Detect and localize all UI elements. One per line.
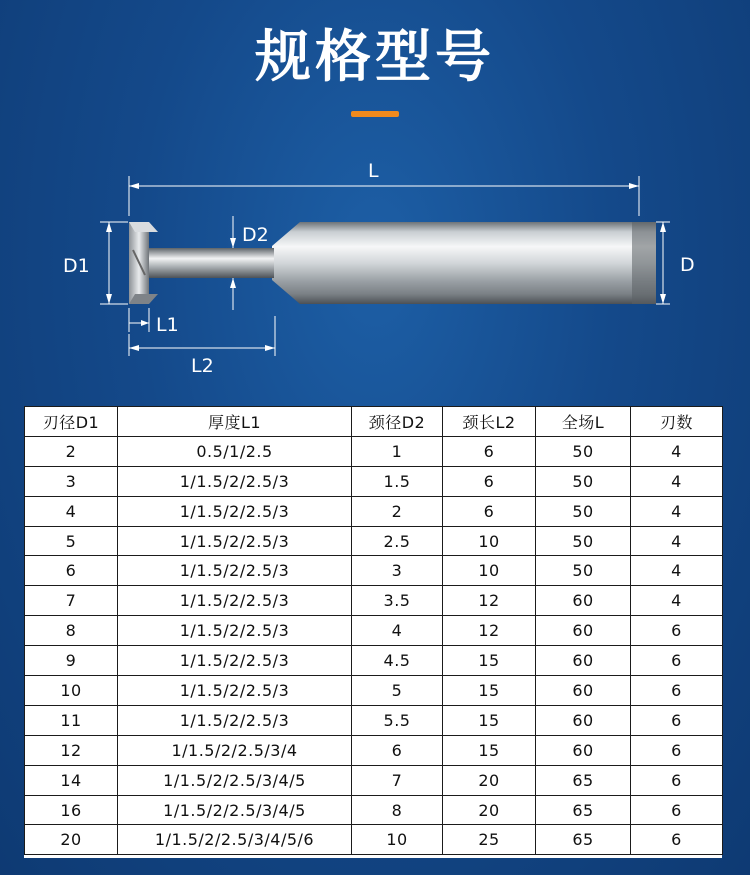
table-cell-flute-count: 6 bbox=[631, 735, 723, 765]
table-cell-neck-length: 15 bbox=[443, 735, 536, 765]
table-cell-neck-diameter: 3.5 bbox=[352, 586, 443, 616]
table-cell-overall-length: 65 bbox=[536, 795, 631, 825]
table-cell-thickness: 1/1.5/2/2.5/3/4 bbox=[118, 735, 352, 765]
table-cell-blade-diameter: 7 bbox=[25, 586, 118, 616]
table-cell-overall-length: 60 bbox=[536, 735, 631, 765]
table-cell-flute-count: 4 bbox=[631, 496, 723, 526]
table-cell-overall-length: 50 bbox=[536, 466, 631, 496]
table-cell-blade-diameter: 5 bbox=[25, 526, 118, 556]
table-cell-thickness: 1/1.5/2/2.5/3/4/5 bbox=[118, 795, 352, 825]
table-cell-thickness: 1/1.5/2/2.5/3 bbox=[118, 466, 352, 496]
table-cell-neck-diameter: 1 bbox=[352, 436, 443, 466]
table-cell-flute-count: 4 bbox=[631, 526, 723, 556]
table-cell-thickness: 1/1.5/2/2.5/3 bbox=[118, 586, 352, 616]
table-cell-blade-diameter: 8 bbox=[25, 616, 118, 646]
table-cell-flute-count: 6 bbox=[631, 705, 723, 735]
table-body bbox=[25, 436, 723, 854]
dimension-L2 bbox=[129, 316, 275, 356]
table-row bbox=[25, 676, 723, 706]
spec-table-container bbox=[24, 406, 722, 858]
table-cell-neck-diameter: 6 bbox=[352, 735, 443, 765]
table-cell-thickness: 0.5/1/2.5 bbox=[118, 436, 352, 466]
table-cell-overall-length: 60 bbox=[536, 705, 631, 735]
table-cell-blade-diameter: 2 bbox=[25, 436, 118, 466]
table-cell-flute-count: 4 bbox=[631, 466, 723, 496]
table-cell-neck-length: 15 bbox=[443, 705, 536, 735]
table-cell-neck-length: 15 bbox=[443, 646, 536, 676]
table-cell-overall-length: 50 bbox=[536, 436, 631, 466]
tool-dimension-diagram bbox=[0, 150, 750, 385]
table-cell-overall-length: 65 bbox=[536, 825, 631, 855]
table-cell-thickness: 1/1.5/2/2.5/3/4/5 bbox=[118, 765, 352, 795]
table-row bbox=[25, 466, 723, 496]
table-cell-neck-length: 10 bbox=[443, 526, 536, 556]
table-cell-neck-length: 6 bbox=[443, 466, 536, 496]
column-header-neck-diameter: 颈径D2 bbox=[352, 407, 443, 437]
table-cell-neck-length: 6 bbox=[443, 496, 536, 526]
table-row bbox=[25, 705, 723, 735]
tool-neck bbox=[148, 248, 274, 278]
table-cell-thickness: 1/1.5/2/2.5/3 bbox=[118, 705, 352, 735]
table-cell-thickness: 1/1.5/2/2.5/3 bbox=[118, 496, 352, 526]
table-cell-neck-diameter: 2.5 bbox=[352, 526, 443, 556]
table-header-row bbox=[25, 407, 723, 437]
table-cell-neck-length: 12 bbox=[443, 586, 536, 616]
table-cell-neck-diameter: 3 bbox=[352, 556, 443, 586]
label-D2: D2 bbox=[242, 224, 269, 246]
page-title: 规格型号 bbox=[255, 25, 495, 90]
table-cell-flute-count: 6 bbox=[631, 765, 723, 795]
table-cell-blade-diameter: 11 bbox=[25, 705, 118, 735]
table-cell-flute-count: 4 bbox=[631, 556, 723, 586]
table-row bbox=[25, 586, 723, 616]
table-cell-thickness: 1/1.5/2/2.5/3/4/5/6 bbox=[118, 825, 352, 855]
table-row bbox=[25, 496, 723, 526]
table-cell-neck-length: 20 bbox=[443, 765, 536, 795]
table-cell-blade-diameter: 14 bbox=[25, 765, 118, 795]
table-row bbox=[25, 825, 723, 855]
dimension-D bbox=[656, 222, 670, 304]
column-header-flute-count: 刃数 bbox=[631, 407, 723, 437]
table-row bbox=[25, 735, 723, 765]
table-cell-blade-diameter: 16 bbox=[25, 795, 118, 825]
column-header-overall-length: 全场L bbox=[536, 407, 631, 437]
column-header-thickness: 厚度L1 bbox=[118, 407, 352, 437]
title-underline bbox=[351, 111, 399, 117]
table-cell-overall-length: 65 bbox=[536, 765, 631, 795]
table-cell-overall-length: 50 bbox=[536, 556, 631, 586]
table-cell-blade-diameter: 6 bbox=[25, 556, 118, 586]
label-D: D bbox=[680, 254, 695, 276]
dimension-L1 bbox=[129, 308, 149, 332]
table-cell-neck-length: 25 bbox=[443, 825, 536, 855]
table-cell-neck-diameter: 2 bbox=[352, 496, 443, 526]
table-cell-neck-diameter: 10 bbox=[352, 825, 443, 855]
table-cell-neck-diameter: 1.5 bbox=[352, 466, 443, 496]
table-cell-blade-diameter: 3 bbox=[25, 466, 118, 496]
table-cell-flute-count: 6 bbox=[631, 825, 723, 855]
table-cell-neck-diameter: 5.5 bbox=[352, 705, 443, 735]
table-cell-overall-length: 60 bbox=[536, 616, 631, 646]
table-cell-neck-length: 10 bbox=[443, 556, 536, 586]
table-cell-flute-count: 6 bbox=[631, 616, 723, 646]
table-cell-blade-diameter: 9 bbox=[25, 646, 118, 676]
table-row bbox=[25, 616, 723, 646]
table-cell-neck-length: 15 bbox=[443, 676, 536, 706]
table-cell-overall-length: 50 bbox=[536, 496, 631, 526]
label-L: L bbox=[368, 160, 379, 182]
table-cell-flute-count: 4 bbox=[631, 586, 723, 616]
label-L2: L2 bbox=[191, 355, 214, 377]
table-cell-thickness: 1/1.5/2/2.5/3 bbox=[118, 676, 352, 706]
tool-shank bbox=[272, 222, 656, 304]
table-row bbox=[25, 526, 723, 556]
dimension-D1 bbox=[100, 222, 128, 304]
table-cell-neck-diameter: 4.5 bbox=[352, 646, 443, 676]
table-cell-thickness: 1/1.5/2/2.5/3 bbox=[118, 616, 352, 646]
table-row bbox=[25, 646, 723, 676]
table-cell-overall-length: 60 bbox=[536, 586, 631, 616]
table-cell-neck-diameter: 7 bbox=[352, 765, 443, 795]
table-cell-overall-length: 50 bbox=[536, 526, 631, 556]
table-cell-flute-count: 6 bbox=[631, 795, 723, 825]
table-cell-blade-diameter: 12 bbox=[25, 735, 118, 765]
table-cell-overall-length: 60 bbox=[536, 646, 631, 676]
table-row bbox=[25, 436, 723, 466]
table-cell-thickness: 1/1.5/2/2.5/3 bbox=[118, 556, 352, 586]
table-cell-overall-length: 60 bbox=[536, 676, 631, 706]
label-D1: D1 bbox=[63, 255, 90, 277]
dimension-L bbox=[129, 176, 639, 216]
table-cell-blade-diameter: 4 bbox=[25, 496, 118, 526]
table-cell-neck-diameter: 8 bbox=[352, 795, 443, 825]
table-cell-neck-diameter: 4 bbox=[352, 616, 443, 646]
table-cell-flute-count: 6 bbox=[631, 646, 723, 676]
table-cell-neck-length: 12 bbox=[443, 616, 536, 646]
table-cell-blade-diameter: 10 bbox=[25, 676, 118, 706]
spec-table bbox=[24, 406, 723, 855]
table-cell-neck-length: 6 bbox=[443, 436, 536, 466]
table-cell-neck-diameter: 5 bbox=[352, 676, 443, 706]
table-row bbox=[25, 765, 723, 795]
table-cell-thickness: 1/1.5/2/2.5/3 bbox=[118, 526, 352, 556]
column-header-neck-length: 颈长L2 bbox=[443, 407, 536, 437]
table-cell-blade-diameter: 20 bbox=[25, 825, 118, 855]
column-header-blade-diameter: 刃径D1 bbox=[25, 407, 118, 437]
table-cell-thickness: 1/1.5/2/2.5/3 bbox=[118, 646, 352, 676]
table-row bbox=[25, 556, 723, 586]
table-cell-flute-count: 6 bbox=[631, 676, 723, 706]
table-cell-flute-count: 4 bbox=[631, 436, 723, 466]
table-row bbox=[25, 795, 723, 825]
table-cell-neck-length: 20 bbox=[443, 795, 536, 825]
label-L1: L1 bbox=[156, 314, 179, 336]
